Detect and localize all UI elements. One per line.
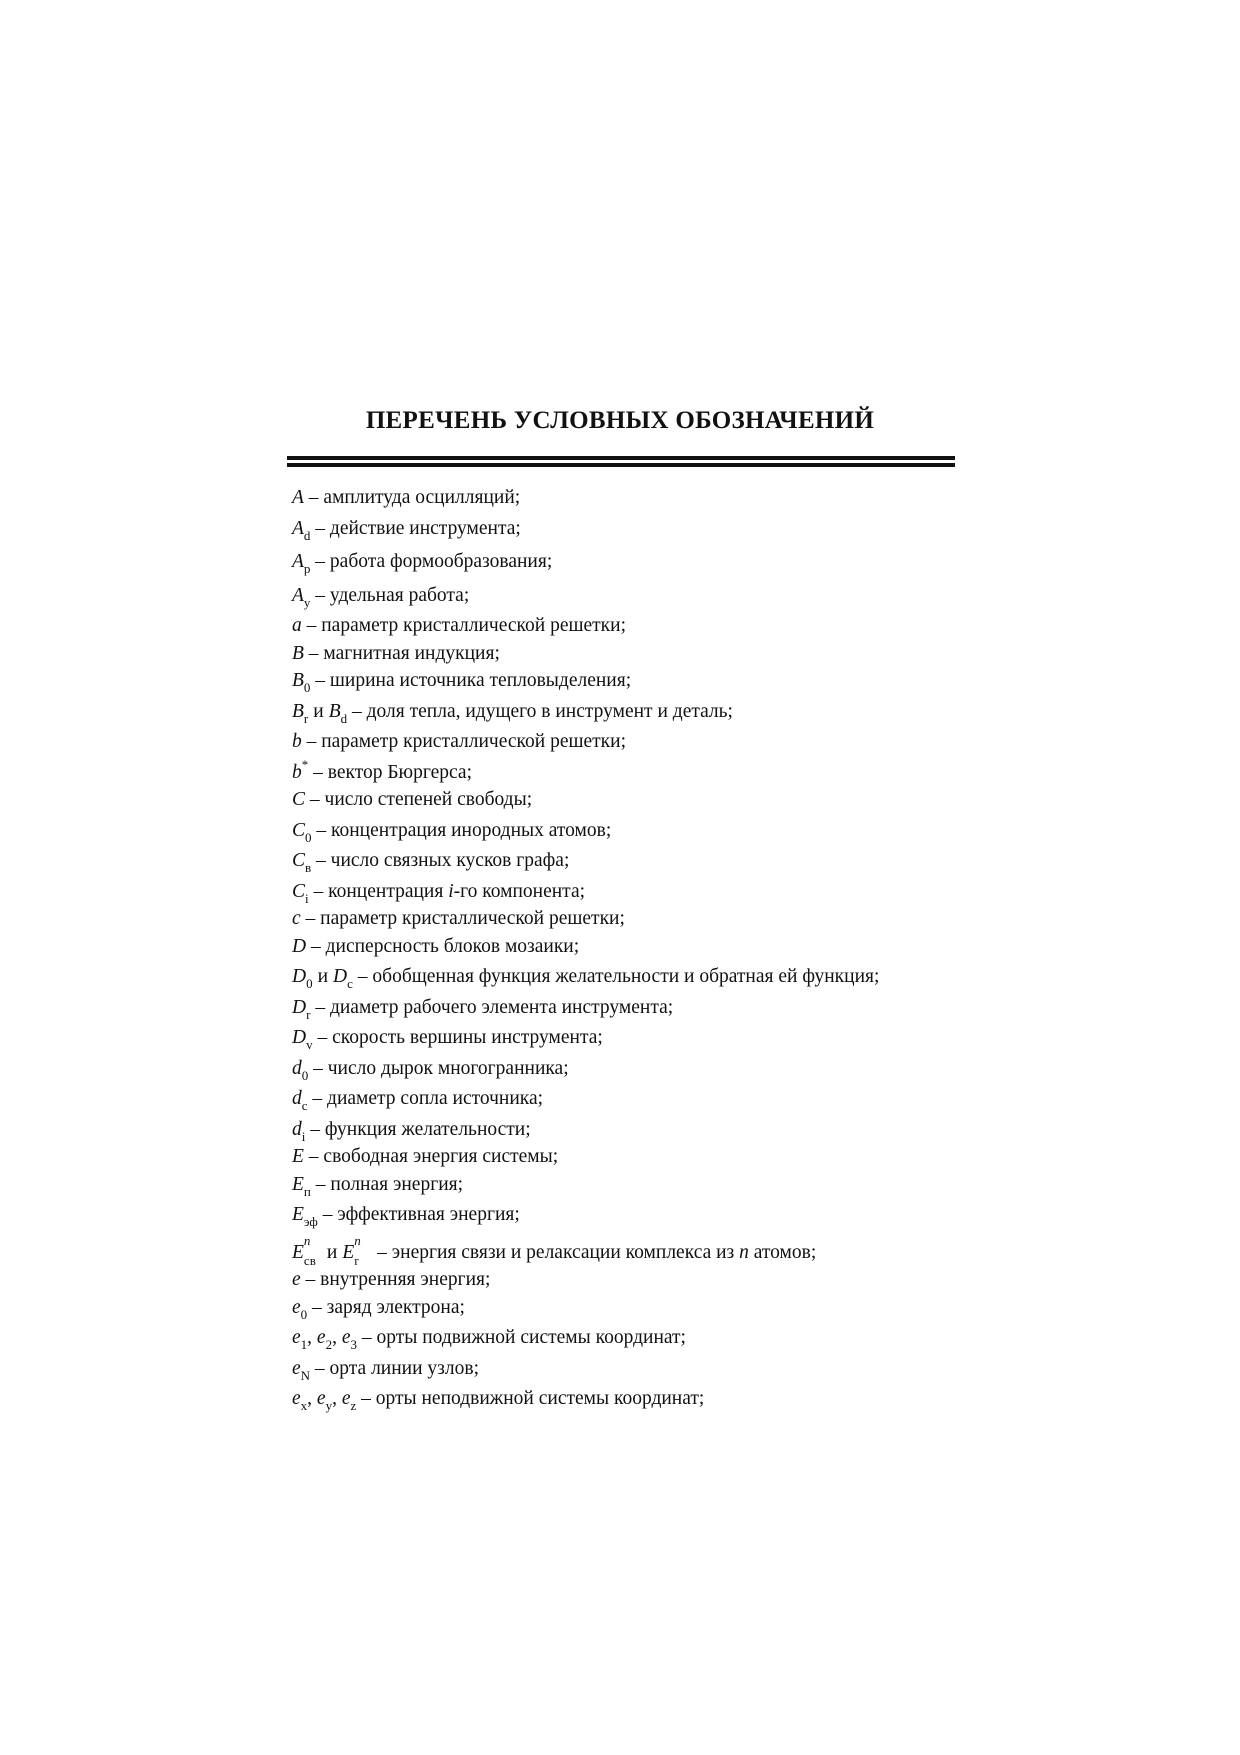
- subscript: c: [347, 976, 353, 991]
- symbol: B: [328, 700, 341, 722]
- superscript: n: [303, 1232, 311, 1248]
- notation-entry: [292, 994, 992, 1022]
- notation-entry: [292, 817, 992, 845]
- subscript: N: [300, 1367, 311, 1383]
- notation-entry: [292, 786, 992, 814]
- subscript: 0: [306, 976, 313, 991]
- notation-list: [292, 484, 992, 1413]
- symbol: e: [292, 1388, 301, 1409]
- description: – концентрация: [308, 880, 449, 902]
- subscript: r: [303, 710, 309, 726]
- symbol: b: [292, 761, 302, 783]
- conjunction: и: [326, 1241, 338, 1263]
- subscript: c: [301, 1098, 308, 1113]
- notation-entry: [292, 1232, 992, 1268]
- symbol: C: [292, 880, 306, 902]
- subscript: r: [306, 1006, 311, 1022]
- notation-entry: [292, 1085, 992, 1113]
- description: – работа формообразования;: [310, 551, 553, 572]
- description: – концентрация инородных атомов;: [311, 819, 612, 841]
- description: – ширина источника тепловыделения;: [310, 670, 632, 691]
- notation-entry: [292, 612, 992, 640]
- symbol: D: [292, 996, 307, 1018]
- description: – магнитная индукция;: [303, 642, 500, 664]
- notation-entry: [292, 1143, 992, 1171]
- symbol: d: [292, 1057, 302, 1079]
- symbol: d: [292, 1088, 302, 1109]
- symbol: d: [292, 1118, 302, 1140]
- notation-entry: [292, 847, 992, 875]
- notation-entry: $e_x$, $e_y$, $e_z$ – орты неподвижной системы координат;: [292, 1385, 992, 1413]
- superscript: n: [354, 1232, 361, 1248]
- notation-entry: [292, 1266, 992, 1294]
- notation-entry: [292, 1055, 992, 1083]
- description: – орта линии узлов;: [310, 1357, 479, 1379]
- subscript: п: [303, 1183, 311, 1199]
- notation-entry: [292, 963, 992, 991]
- subscript: 2: [325, 1337, 333, 1352]
- symbol: C: [292, 789, 306, 810]
- notation-entry: [292, 878, 992, 906]
- notation-entry: [292, 1024, 992, 1052]
- symbol: c: [292, 908, 301, 929]
- notation-entry: [292, 933, 992, 961]
- subscript: y: [325, 1398, 333, 1413]
- subscript: d: [340, 710, 348, 726]
- subscript: x: [300, 1398, 308, 1413]
- description: атомов;: [748, 1241, 817, 1263]
- conjunction: и: [313, 700, 324, 722]
- notation-entry: [292, 905, 992, 933]
- subscript: p: [303, 561, 311, 576]
- symbol: A: [292, 517, 304, 539]
- description: – параметр кристаллической решетки;: [301, 615, 626, 636]
- description: – заряд электрона;: [307, 1296, 465, 1318]
- symbol: E: [342, 1241, 355, 1263]
- description: – орты подвижной системы координат;: [356, 1327, 686, 1348]
- symbol: E: [292, 1204, 304, 1225]
- description: – число дырок многогранника;: [308, 1057, 569, 1079]
- description: – эффективная энергия;: [317, 1204, 520, 1225]
- symbol: e: [341, 1388, 351, 1409]
- symbol: E: [292, 1173, 304, 1195]
- subscript: i: [305, 890, 309, 906]
- notation-entry: [292, 728, 992, 756]
- subscript: эф: [303, 1214, 318, 1229]
- description: – полная энергия;: [310, 1173, 464, 1195]
- description: – энергия связи и релаксации комплекса из: [372, 1241, 740, 1263]
- description: – обобщенная функция желательности и обратная ей функция;: [352, 966, 880, 987]
- notation-entry: [292, 1201, 992, 1229]
- description: – параметр кристаллической решетки;: [301, 731, 626, 752]
- notation-entry: [292, 548, 992, 576]
- page-title: ПЕРЕЧЕНЬ УСЛОВНЫХ ОБОЗНАЧЕНИЙ: [365, 407, 875, 434]
- subscript: r: [354, 1252, 359, 1268]
- index-stack: [354, 1232, 372, 1268]
- symbol: B: [292, 642, 304, 664]
- description: – скорость вершины инструмента;: [312, 1027, 603, 1048]
- description: – действие инструмента;: [310, 517, 521, 539]
- description: – число связных кусков графа;: [311, 850, 570, 871]
- symbol: D: [292, 1027, 307, 1048]
- description: – функция желательности;: [305, 1118, 531, 1140]
- symbol: C: [292, 819, 306, 841]
- subscript: y: [303, 594, 311, 610]
- subscript: d: [303, 527, 311, 543]
- description: -го компонента;: [453, 880, 586, 902]
- subscript: 0: [305, 829, 312, 845]
- subscript: 0: [301, 1067, 309, 1083]
- symbol: b: [292, 731, 302, 752]
- notation-entry: [292, 1355, 992, 1383]
- subscript: i: [301, 1128, 306, 1144]
- symbol: B: [292, 670, 304, 691]
- symbol: C: [292, 850, 306, 871]
- symbol: e: [292, 1327, 301, 1348]
- index-stack: [303, 1232, 322, 1268]
- subscript: 3: [350, 1337, 357, 1352]
- description: – внутренняя энергия;: [300, 1269, 491, 1290]
- symbol: e: [292, 1296, 301, 1318]
- symbol: A: [292, 551, 304, 572]
- description: – удельная работа;: [310, 584, 470, 606]
- superscript: *: [301, 756, 309, 772]
- symbol: B: [292, 700, 304, 722]
- notation-entry: [292, 698, 992, 726]
- notation-entry: [292, 1116, 992, 1144]
- symbol: E: [292, 1146, 304, 1167]
- subscript: в: [305, 860, 312, 875]
- symbol: D: [333, 966, 348, 987]
- notation-entry: [292, 515, 992, 543]
- symbol: E: [292, 1241, 304, 1263]
- symbol: e: [292, 1269, 301, 1290]
- symbol: a: [292, 615, 302, 636]
- subscript: 0: [300, 1306, 308, 1322]
- notation-entry: [292, 1171, 992, 1199]
- notation-entry: [292, 640, 992, 668]
- description: – число степеней свободы;: [305, 789, 533, 810]
- description: – амплитуда осцилляций;: [303, 487, 521, 508]
- subscript: св: [303, 1252, 316, 1268]
- title-rule-bottom: [287, 463, 955, 467]
- notation-entry: [292, 667, 992, 695]
- notation-entry: [292, 756, 992, 787]
- notation-entry: [292, 582, 992, 610]
- description: – дисперсность блоков мозаики;: [306, 935, 580, 957]
- description: – орты неподвижной системы координат;: [356, 1388, 705, 1409]
- symbol: e: [292, 1357, 301, 1379]
- description: – диаметр сопла источника;: [307, 1088, 544, 1109]
- symbol: A: [292, 487, 304, 508]
- symbol: A: [292, 584, 304, 606]
- notation-entry: [292, 484, 992, 512]
- title-rule-top: [287, 456, 955, 460]
- notation-entry: [292, 1294, 992, 1322]
- description: – вектор Бюргерса;: [308, 761, 472, 783]
- notation-entry: $e_1$, $e_2$, $e_3$ – орты подвижной системы координат;: [292, 1324, 992, 1352]
- description: – диаметр рабочего элемента инструмента;: [310, 996, 674, 1018]
- symbol: e: [341, 1327, 351, 1348]
- description: – свободная энергия системы;: [303, 1146, 559, 1167]
- description: – доля тепла, идущего в инструмент и деталь;: [347, 700, 733, 722]
- subscript: 0: [303, 680, 311, 695]
- subscript: z: [350, 1398, 357, 1413]
- subscript: v: [306, 1037, 313, 1052]
- conjunction: и: [317, 966, 329, 987]
- symbol: D: [292, 935, 307, 957]
- symbol: e: [316, 1388, 326, 1409]
- subscript: 1: [300, 1337, 308, 1352]
- symbol: D: [292, 966, 307, 987]
- description-italic: n: [739, 1241, 749, 1263]
- description-italic: i: [448, 880, 454, 902]
- symbol: e: [316, 1327, 326, 1348]
- description: – параметр кристаллической решетки;: [300, 908, 625, 929]
